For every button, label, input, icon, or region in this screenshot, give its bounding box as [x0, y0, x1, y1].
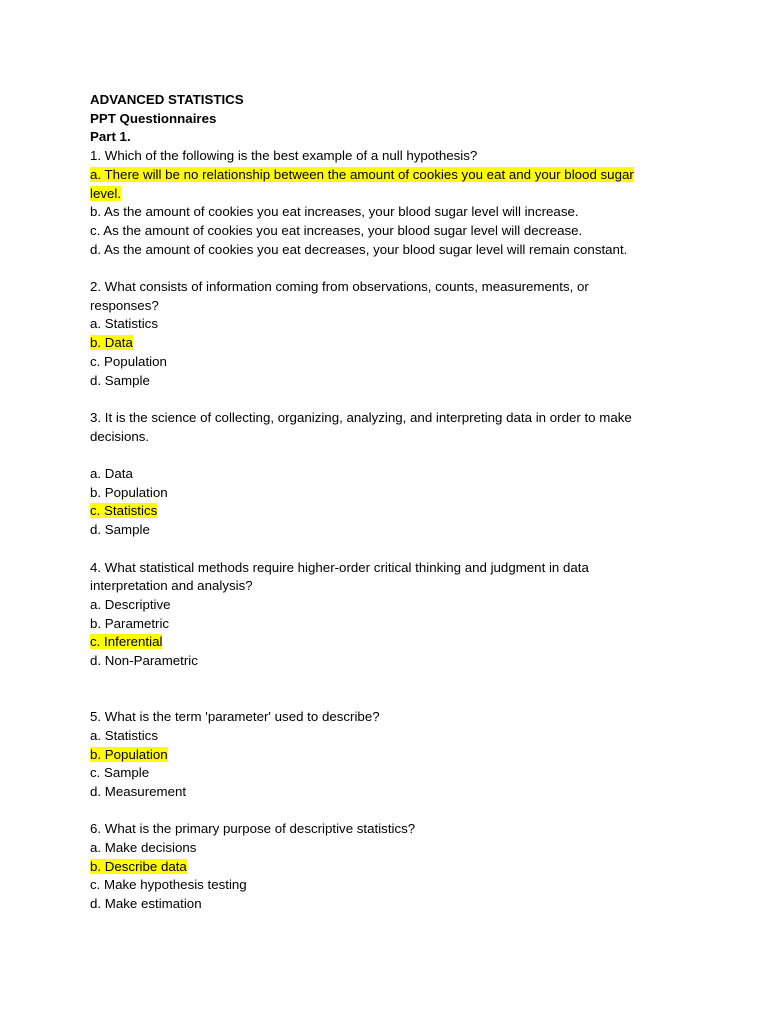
document-title: ADVANCED STATISTICS: [90, 92, 244, 107]
spacer: [90, 446, 670, 465]
question-5-text: 5. What is the term 'parameter' used to describe?: [90, 709, 380, 725]
question-5: [90, 708, 670, 802]
question-1-option-a: [90, 166, 670, 203]
question-4-option-b: b. Parametric: [90, 615, 170, 631]
part-heading: Part 1.: [90, 129, 131, 145]
question-4-text-line-1: 4. What statistical methods require higher-order critical thinking and judgment in data: [90, 559, 589, 575]
option-text-highlighted: a. There will be no relationship between the amount of cookies you eat and your blood sugar: [90, 166, 634, 182]
question-3-text-line-1: 3. It is the science of collecting, organizing, analyzing, and interpreting data in order to make: [90, 409, 632, 425]
question-6-option-b: b. Describe data: [90, 858, 187, 874]
question-3: [90, 409, 670, 540]
question-3-option-a: a. Data: [90, 466, 133, 482]
question-4-option-a: a. Descriptive: [90, 596, 171, 612]
question-5-option-c: c. Sample: [90, 765, 150, 781]
question-1-text: 1. Which of the following is the best example of a null hypothesis?: [90, 148, 478, 164]
question-1-option-d: d. As the amount of cookies you eat decreases, your blood sugar level will remain constant.: [90, 241, 628, 257]
question-2-option-a: a. Statistics: [90, 316, 158, 332]
question-1-option-c: c. As the amount of cookies you eat increases, your blood sugar level will decrease.: [90, 222, 583, 238]
question-2-option-c: c. Population: [90, 353, 167, 369]
question-6-option-a: a. Make decisions: [90, 840, 197, 856]
question-5-option-b: b. Population: [90, 746, 168, 762]
question-2-text-line-1: 2. What consists of information coming from observations, counts, measurements, or: [90, 279, 589, 295]
question-4: [90, 559, 670, 671]
question-3-option-c: c. Statistics: [90, 503, 158, 519]
question-1: [90, 147, 670, 259]
question-2-text-line-2: responses?: [90, 297, 159, 313]
document-header: [90, 91, 670, 147]
question-6-option-d: d. Make estimation: [90, 896, 202, 912]
question-6-text: 6. What is the primary purpose of descriptive statistics?: [90, 821, 416, 837]
question-5-option-a: a. Statistics: [90, 727, 158, 743]
document-content: [90, 91, 670, 914]
question-4-text-line-2: interpretation and analysis?: [90, 578, 253, 594]
option-text-highlighted: level.: [90, 185, 122, 201]
question-3-text-line-2: decisions.: [90, 428, 150, 444]
question-1-option-b: b. As the amount of cookies you eat increases, your blood sugar level will increase.: [90, 204, 579, 220]
question-5-option-d: d. Measurement: [90, 783, 187, 799]
question-2-option-b: b. Data: [90, 335, 133, 351]
question-4-option-c: c. Inferential: [90, 634, 163, 650]
question-6-option-c: c. Make hypothesis testing: [90, 877, 247, 893]
question-2: [90, 278, 670, 390]
document-subtitle: PPT Questionnaires: [90, 110, 217, 126]
question-3-option-d: d. Sample: [90, 522, 150, 538]
question-3-option-b: b. Population: [90, 484, 168, 500]
question-6: [90, 820, 670, 914]
question-2-option-d: d. Sample: [90, 372, 150, 388]
question-4-option-d: d. Non-Parametric: [90, 653, 198, 669]
